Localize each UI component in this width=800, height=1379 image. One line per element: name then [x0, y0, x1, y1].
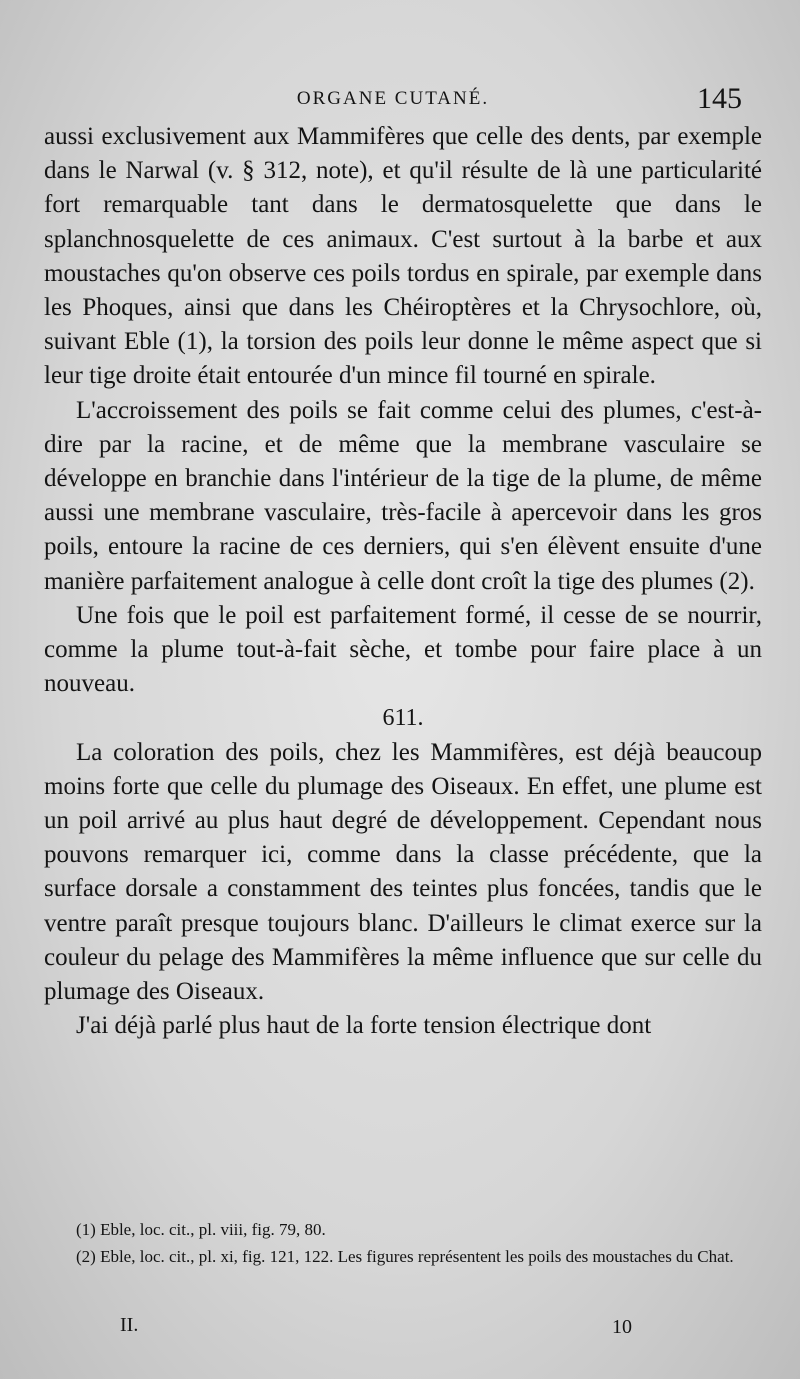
body-text	[44, 120, 762, 1043]
signature-mark: II.	[120, 1314, 139, 1336]
sheet-number: 10	[612, 1316, 632, 1338]
page-number: 145	[697, 82, 742, 115]
footnote-1: (1) Eble, loc. cit., pl. viii, fig. 79, 80.	[76, 1220, 326, 1239]
section-number: 611.	[382, 705, 424, 732]
footnote-2: (2) Eble, loc. cit., pl. xi, fig. 121, 122. Les figures représentent les poils des moustaches du Chat.	[76, 1247, 734, 1266]
paragraph-hair-growth: L'accroissement des poils se fait comme celui des plumes, c'est-à-dire par la racine, et de même que la membrane vasculaire se développe en branchie dans l'intérieur de la tige de la plume, de même aussi une membrane vasculaire, très-facile à apercevoir dans les gros poils, entoure la racine de ces derniers, qui s'en élèvent ensuite d'une manière parfaitement analogue à celle dont croît la tige des plumes (2).	[44, 396, 762, 595]
paragraph-hair-formed: Une fois que le poil est parfaitement formé, il cesse de se nourrir, comme la plume tout-à-fait sèche, et tombe pour faire place à un nouveau.	[44, 601, 762, 698]
footnotes	[44, 1216, 762, 1270]
paragraph-hair-coloration: La coloration des poils, chez les Mammifères, est déjà beaucoup moins forte que celle du plumage des Oiseaux. En effet, une plume est un poil arrivé au plus haut degré de développement. Cependant nous pouvons remarquer ici, comme dans la classe précédente, que la surface dorsale a constamment des teintes plus foncées, tandis que le ventre paraît presque toujours blanc. D'ailleurs le climat exerce sur la couleur du pelage des Mammifères la même influence que sur celle du plumage des Oiseaux.	[44, 738, 762, 1006]
page-header	[44, 82, 742, 116]
running-head: ORGANE CUTANÉ.	[296, 88, 490, 109]
paragraph-electric-tension: J'ai déjà parlé plus haut de la forte tension électrique dont	[76, 1012, 652, 1040]
paragraph-continuation: aussi exclusivement aux Mammifères que celle des dents, par exemple dans le Narwal (v. § 312, note), et qu'il résulte de là une particularité fort remarquable tant dans le dermatosquelette que dans le splanchnosquelette de ces animaux. C'est surtout à la barbe et aux moustaches qu'on observe ces poils tordus en spirale, par exemple dans les Phoques, ainsi que dans les Chéiroptères et la Chrysochlore, où, suivant Eble (1), la torsion des poils leur donne le même aspect que si leur tige droite était entourée d'un mince fil tourné en spirale.	[44, 123, 762, 390]
